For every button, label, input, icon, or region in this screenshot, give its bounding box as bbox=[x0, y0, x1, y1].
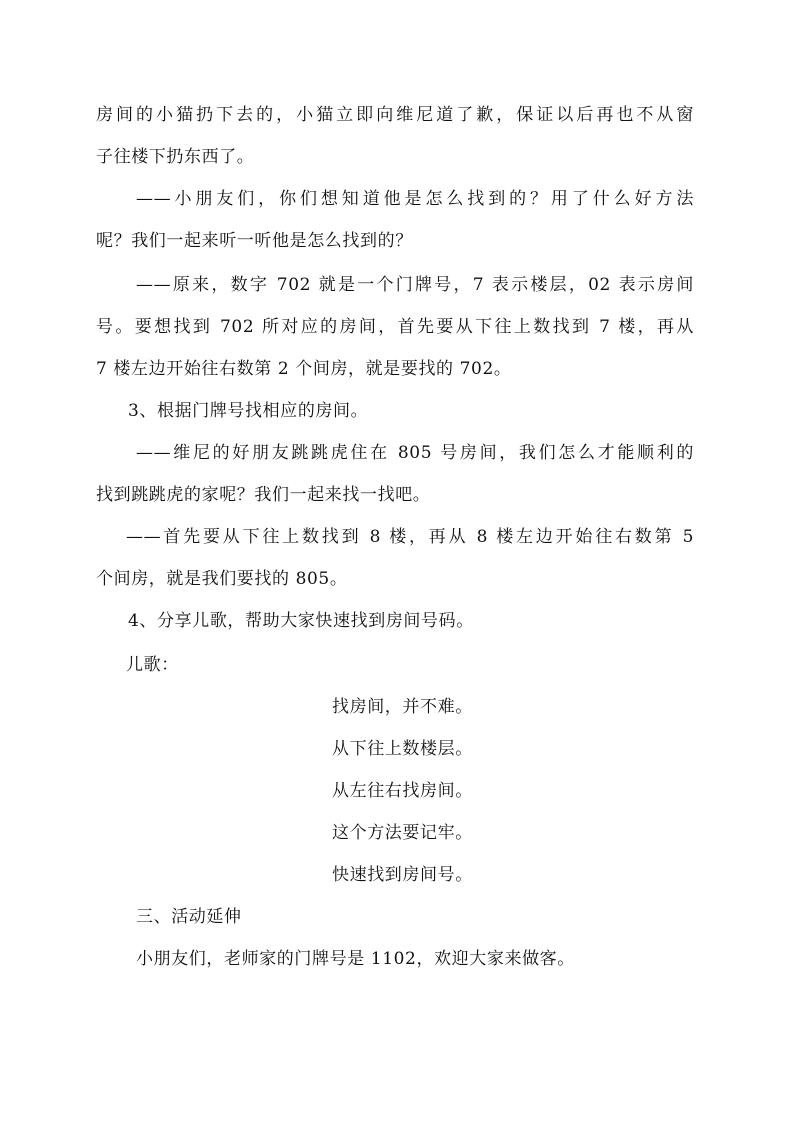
song-line: 快速找到房间号。 bbox=[332, 865, 473, 885]
paragraph-line: 房间的小猫扔下去的，小猫立即向维尼道了歉，保证以后再也不从窗 bbox=[96, 105, 694, 125]
paragraph-line: 号。要想找到 702 所对应的房间，首先要从下往上数找到 7 楼，再从 bbox=[96, 317, 694, 337]
paragraph-line: ——首先要从下往上数找到 8 楼，再从 8 楼左边开始往右数第 5 bbox=[126, 527, 694, 547]
song-line: 从左往右找房间。 bbox=[332, 781, 473, 801]
paragraph-line: ——小朋友们，你们想知道他是怎么找到的？用了什么好方法 bbox=[136, 189, 694, 209]
subheading: 3、根据门牌号找相应的房间。 bbox=[128, 401, 369, 421]
paragraph-line: 7 楼左边开始往右数第 2 个间房，就是要找的 702。 bbox=[96, 359, 512, 379]
song-line: 从下往上数楼层。 bbox=[332, 739, 473, 759]
paragraph-line: 个间房，就是我们要找的 805。 bbox=[96, 569, 348, 589]
paragraph-line: 找到跳跳虎的家呢？我们一起来找一找吧。 bbox=[96, 485, 431, 505]
subheading: 4、分享儿歌，帮助大家快速找到房间号码。 bbox=[128, 611, 474, 631]
closing-line: 小朋友们，老师家的门牌号是 1102，欢迎大家来做客。 bbox=[136, 949, 575, 969]
paragraph-line: ——原来，数字 702 就是一个门牌号，7 表示楼层，02 表示房间 bbox=[136, 275, 694, 295]
song-label: 儿歌： bbox=[126, 655, 179, 675]
paragraph-line: 子往楼下扔东西了。 bbox=[96, 147, 255, 167]
paragraph-line: ——维尼的好朋友跳跳虎住在 805 号房间，我们怎么才能顺利的 bbox=[136, 443, 694, 463]
section-heading: 三、活动延伸 bbox=[136, 907, 242, 927]
paragraph-line: 呢？我们一起来听一听他是怎么找到的？ bbox=[96, 231, 413, 251]
song-line: 这个方法要记牢。 bbox=[332, 823, 473, 843]
song-line: 找房间，并不难。 bbox=[332, 697, 473, 717]
